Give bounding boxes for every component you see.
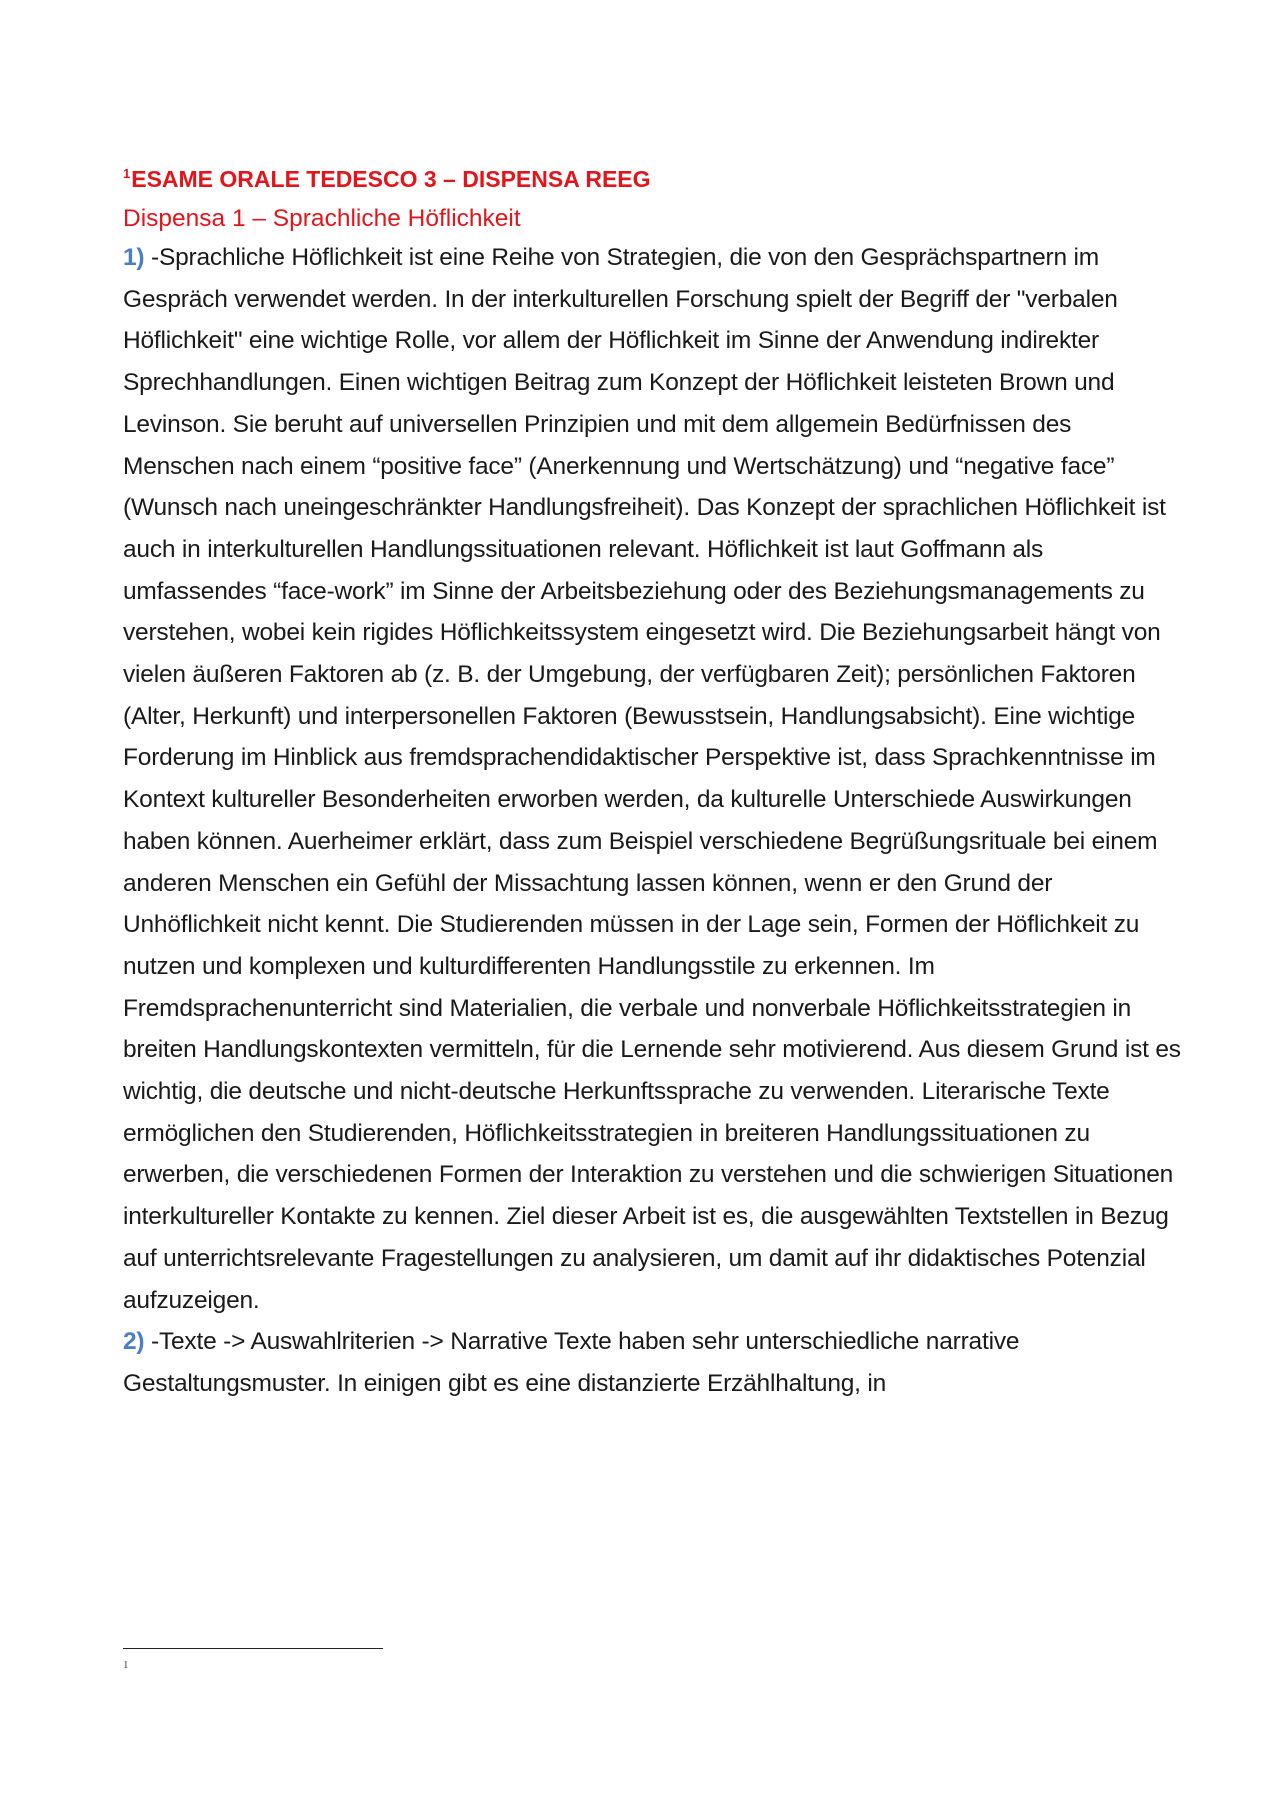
paragraph-number: 1) xyxy=(123,244,145,271)
section-heading: Dispensa 1 – Sprachliche Höflichkeit xyxy=(123,205,521,232)
footnote-reference[interactable]: 1 xyxy=(123,166,131,181)
paragraph-text: -Sprachliche Höflichkeit ist eine Reihe von Strategien, die von den Gesprächspartnern im Gespräch verwendet werden. In der interkulturellen Forschung spielt der Begriff der "verbalen Höflichkeit" eine wichtige Rolle, vor allem der Höflichkeit im Sinne der Anwendung indirekter Sprechhandlungen. Einen wichtigen Beitrag zum Konzept der Höflichkeit leisteten Brown und Levinson. Sie beruht auf universellen Prinzipien und mit dem allgemein Bedürfnissen des Menschen nach einem “positive face” (Anerkennung und Wertschätzung) und “negative face” (Wunsch nach uneingeschränkter Handlungsfreiheit). Das Konzept der sprachlichen Höflichkeit ist auch in interkulturellen Handlungssituationen relevant. Höflichkeit ist laut Goffmann als umfassendes “face-work” im Sinne der Arbeitsbeziehung oder des Beziehungsmanagements zu verstehen, wobei kein rigides Höflichkeitssystem eingesetzt wird. Die Beziehungsarbeit hängt von vielen äußeren Faktoren ab (z. B. der Umgebung, der verfügbaren Zeit); persönlichen Faktoren (Alter, Herkunft) und interpersonellen Faktoren (Bewusstsein, Handlungsabsicht). Eine wichtige Forderung im Hinblick aus fremdsprachendidaktischer Perspektive ist, dass Sprachkenntnisse im Kontext kultureller Besonderheiten erworben werden, da kulturelle Unterschiede Auswirkungen haben können. Auerheimer erklärt, dass zum Beispiel verschiedene Begrüßungsrituale bei einem anderen Menschen ein Gefühl der Missachtung lassen können, wenn er den Grund der Unhöflichkeit nicht kennt. Die Studierenden müssen in der Lage sein, Formen der Höflichkeit zu nutzen und komplexen und kulturdifferenten Handlungsstile zu erkennen. Im Fremdsprachenunterricht sind Materialien, die verbale und nonverbale Höflichkeitsstrategien in breiten Handlungskontexten vermitteln, für die Lernende sehr motivierend. Aus diesem Grund ist es wichtig, die deutsche und nicht-deutsche Herkunftssprache zu verwenden. Literarische Texte ermöglichen den Studierenden, Höflichkeitsstrategien in breiteren Handlungssituationen zu erwerben, die verschiedenen Formen der Interaktion zu verstehen und die schwierigen Situationen interkultureller Kontakte zu kennen. Ziel dieser Arbeit ist es, die ausgewählten Textstellen in Bezug auf unterrichtsrelevante Fragestellungen zu analysieren, um damit auf ihr didaktisches Potenzial aufzuzeigen. xyxy=(123,244,1181,1314)
footnote-marker: 1 xyxy=(123,1659,129,1671)
paragraph-number: 2) xyxy=(123,1328,145,1356)
paragraph-2 xyxy=(123,1321,1183,1404)
document-body xyxy=(123,163,1183,1405)
footnote xyxy=(123,1658,129,1672)
paragraph-text: -Texte -> Auswahlriterien -> Narrative Texte haben sehr unterschiedliche narrative Gestaltungsmuster. In einigen gibt es eine distanzierte Erzählhaltung, in xyxy=(123,1328,1020,1397)
document-title xyxy=(123,163,1183,195)
footnote-separator xyxy=(123,1648,383,1649)
paragraph-1 xyxy=(123,237,1183,1321)
document-title-text: ESAME ORALE TEDESCO 3 – DISPENSA REEG xyxy=(131,166,651,192)
